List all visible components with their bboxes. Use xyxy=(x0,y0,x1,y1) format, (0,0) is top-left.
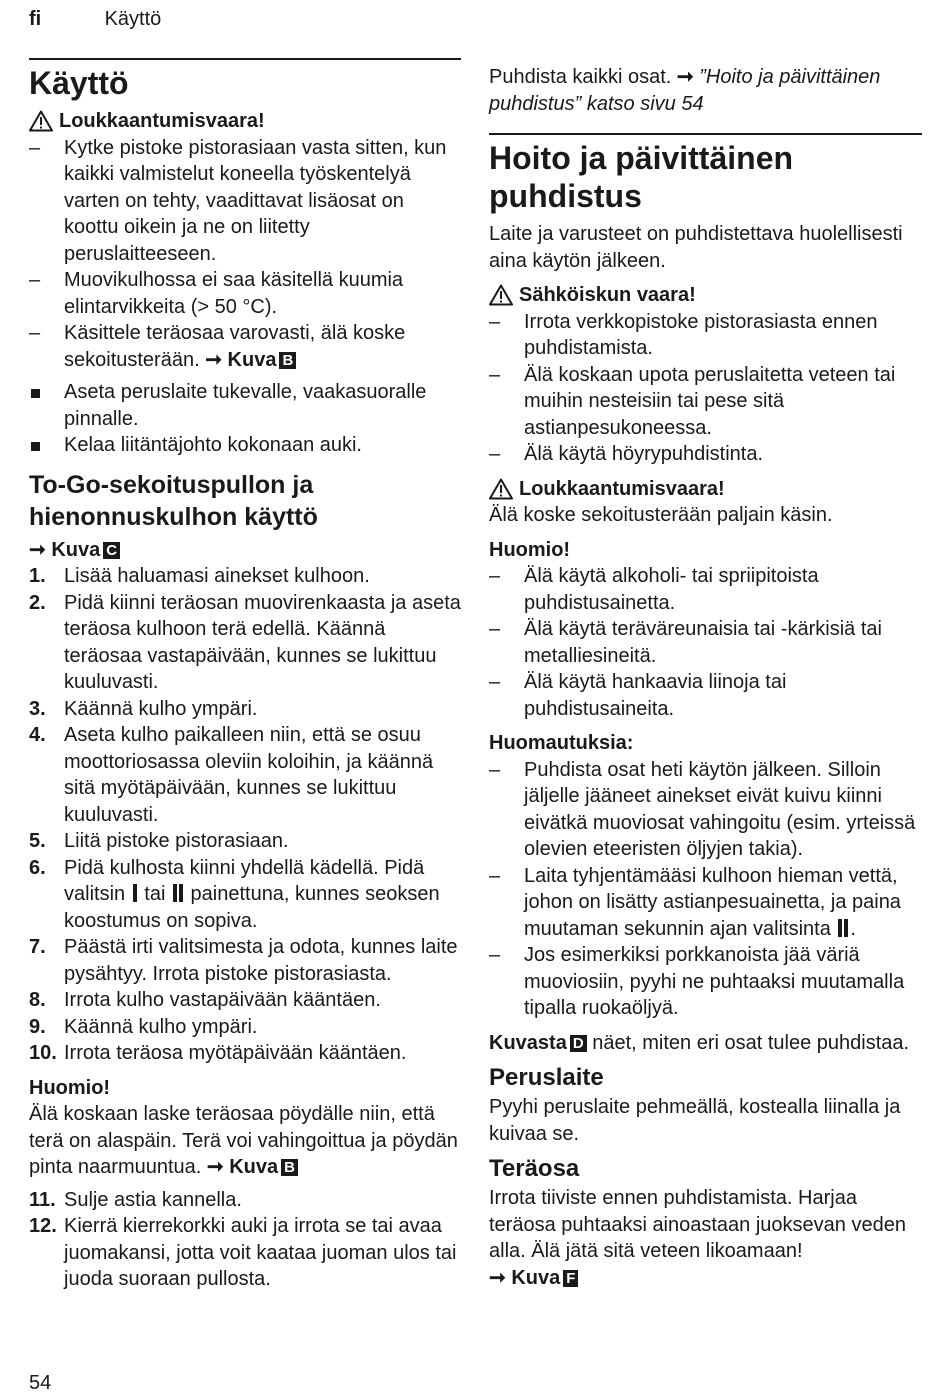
list-item: 4. Aseta kulho paikalleen niin, että se osuu moottoriosassa oleviin koloihin, ja käännä sitä myötäpäivään, kunnes se lukittuu kuuluvasti. xyxy=(29,724,434,826)
figure-ref-badge: D xyxy=(570,1035,587,1052)
list-item: 10. Irrota teräosa myötäpäivään kääntäen. xyxy=(29,1042,407,1064)
warning-heading: Sähköiskun vaara! xyxy=(489,282,922,309)
figure-ref-badge: C xyxy=(103,542,120,559)
list-item: – Muovikulhossa ei saa käsitellä kuumia elintarvikkeita (> 50 °C). xyxy=(29,269,404,318)
warning-text: Älä koske sekoitusterään paljain käsin. xyxy=(489,504,833,526)
list-item: 5. Liitä pistoke pistorasiaan. xyxy=(29,830,289,852)
figure-ref-badge: B xyxy=(281,1159,298,1176)
list-item: – Älä käytä teräväreunaisia tai -kärkisiä tai metalliesineitä. xyxy=(489,618,882,667)
bullet-list xyxy=(29,379,461,459)
subsection-title-blade: Teräosa xyxy=(489,1155,580,1182)
page-header xyxy=(29,8,161,31)
warning-list xyxy=(29,135,461,374)
remarks-heading: Huomautuksia: xyxy=(489,732,634,754)
list-item: – Älä käytä hankaavia liinoja tai puhdistusaineita. xyxy=(489,671,787,720)
intro-reference: Puhdista kaikki osat. ➞ ”Hoito ja päivittäinen puhdistus” katso sivu 54 xyxy=(489,66,881,115)
list-item: Kelaa liitäntäjohto kokonaan auki. xyxy=(29,432,461,459)
subsection-title-base: Peruslaite xyxy=(489,1064,604,1091)
list-item: 11. Sulje astia kannella. xyxy=(29,1188,242,1211)
header-section: Käyttö xyxy=(104,8,162,30)
section-rule xyxy=(29,58,461,60)
section-rule xyxy=(489,133,922,135)
language-code: fi xyxy=(29,8,42,30)
figure-ref-badge: B xyxy=(279,352,296,369)
warning-triangle-icon xyxy=(29,110,53,132)
list-item: – Irrota verkkopistoke pistorasiasta ennen puhdistamista. xyxy=(489,310,878,359)
cleaning-intro: Laite ja varusteet on puhdistettava huolellisesti aina käytön jälkeen. xyxy=(489,223,903,272)
section-title-kaytto: Käyttö xyxy=(29,65,129,101)
arrow-right-icon: ➞ xyxy=(489,1266,506,1289)
arrow-right-icon: ➞ xyxy=(29,538,46,561)
left-column xyxy=(29,58,461,1293)
list-item: 6. Pidä kulhosta kiinni yhdellä kädellä. Pidä valitsin tai painettuna, kunnes seoksen koostumus on sopiva. xyxy=(29,856,440,932)
arrow-right-icon: ➞ xyxy=(206,1156,224,1178)
list-item: – Puhdista osat heti käytön jälkeen. Silloin jäljelle jääneet ainekset eivät kuivu kiinni eivätkä muoviosat vahingoitu (esim. yrteissä olevien eteeristen öljyjen takia). xyxy=(489,758,916,860)
steps-list xyxy=(29,563,461,1067)
section-title-cleaning: Hoito ja päivittäinen puhdistus xyxy=(489,140,794,214)
square-bullet-icon xyxy=(31,442,40,451)
note-list xyxy=(489,563,922,722)
list-item: 12. Kierrä kierrekorkki auki ja irrota se tai avaa juomakansi, jotta voit kaataa juoman ulos tai juoda suoraan pullosta. xyxy=(29,1215,457,1290)
section-title-togo: To-Go-sekoituspullon ja hienonnuskulhon käyttö xyxy=(29,470,318,531)
list-item: – Älä käytä alkoholi- tai spriipitoista puhdistusainetta. xyxy=(489,565,819,614)
list-item: – Käsittele teräosaa varovasti, älä koske sekoitusterään. ➞ Kuva B xyxy=(29,322,406,371)
warning-triangle-icon xyxy=(489,284,513,306)
list-item: 9. Käännä kulho ympäri. xyxy=(29,1015,258,1038)
right-column xyxy=(489,64,922,1291)
base-text: Pyyhi peruslaite pehmeällä, kostealla liinalla ja kuivaa se. xyxy=(489,1096,901,1145)
list-item: 7. Päästä irti valitsimesta ja odota, kunnes laite pysähtyy. Irrota pistoke pistorasiasta. xyxy=(29,936,458,985)
list-item: – Jos esimerkiksi porkkanoista jää väriä muoviosiin, pyyhi ne puhtaaksi muutamalla tipalla ruokaöljyä. xyxy=(489,944,905,1019)
square-bullet-icon xyxy=(31,389,40,398)
figure-ref-badge: F xyxy=(563,1270,578,1287)
arrow-right-icon: ➞ xyxy=(676,66,694,88)
warning-list xyxy=(489,309,922,468)
figure-d-reference: Kuvasta D näet, miten eri osat tulee puhdistaa. xyxy=(489,1031,910,1054)
figure-reference: ➞ Kuva F xyxy=(489,1265,922,1292)
blade-text: Irrota tiiviste ennen puhdistamista. Harjaa teräosa puhtaaksi ainoastaan juoksevan veden alla. Älä jätä sitä veteen likoamaan! xyxy=(489,1187,906,1262)
selector-two-bar-icon xyxy=(838,919,842,937)
list-item: Aseta peruslaite tukevalle, vaakasuoralle pinnalle. xyxy=(29,379,461,432)
note-heading: Huomio! xyxy=(29,1076,111,1099)
note-heading: Huomio! xyxy=(489,538,571,561)
warning-triangle-icon xyxy=(489,478,513,500)
list-item: 2. Pidä kiinni teräosan muovirenkaasta ja aseta teräosa kulhoon terä edellä. Käännä teräosaa vastapäivään, kunnes se lukittuu kuuluvasti. xyxy=(29,591,461,693)
warning-heading: Loukkaantumisvaara! xyxy=(489,476,922,503)
warning-heading: Loukkaantumisvaara! xyxy=(29,108,461,135)
steps-list-continued xyxy=(29,1187,461,1293)
list-item: 8. Irrota kulho vastapäivään kääntäen. xyxy=(29,989,381,1011)
selector-one-bar-icon xyxy=(133,884,137,902)
figure-reference: ➞ Kuva C xyxy=(29,537,461,564)
list-item: – Kytke pistoke pistorasiaan vasta sitten, kun kaikki valmistelut koneella työskentelyä varten on tehty, vaadittavat lisäosat on koottu oikein ja ne on liitetty peruslaitteeseen. xyxy=(29,136,447,265)
selector-two-bar-icon xyxy=(173,884,177,902)
list-item: – Älä käytä höyrypuhdistinta. xyxy=(489,443,764,465)
list-item: – Älä koskaan upota peruslaitetta veteen tai muihin nesteisiin tai pese sitä astianpesukoneessa. xyxy=(489,363,896,439)
list-item: 1. Lisää haluamasi ainekset kulhoon. xyxy=(29,565,370,587)
remarks-list xyxy=(489,757,922,1022)
list-item: 3. Käännä kulho ympäri. xyxy=(29,697,258,720)
note-text: Älä koskaan laske teräosaa pöydälle niin, että terä on alaspäin. Terä voi vahingoittua ja pöydän pinta naarmuuntua. ➞ Kuva B xyxy=(29,1103,458,1178)
arrow-right-icon: ➞ xyxy=(205,348,222,371)
page-number: 54 xyxy=(29,1372,52,1394)
list-item: – Laita tyhjentämääsi kulhoon hieman vettä, johon on lisätty astianpesuainetta, ja paina muutaman sekunnin ajan valitsinta . xyxy=(489,864,901,940)
